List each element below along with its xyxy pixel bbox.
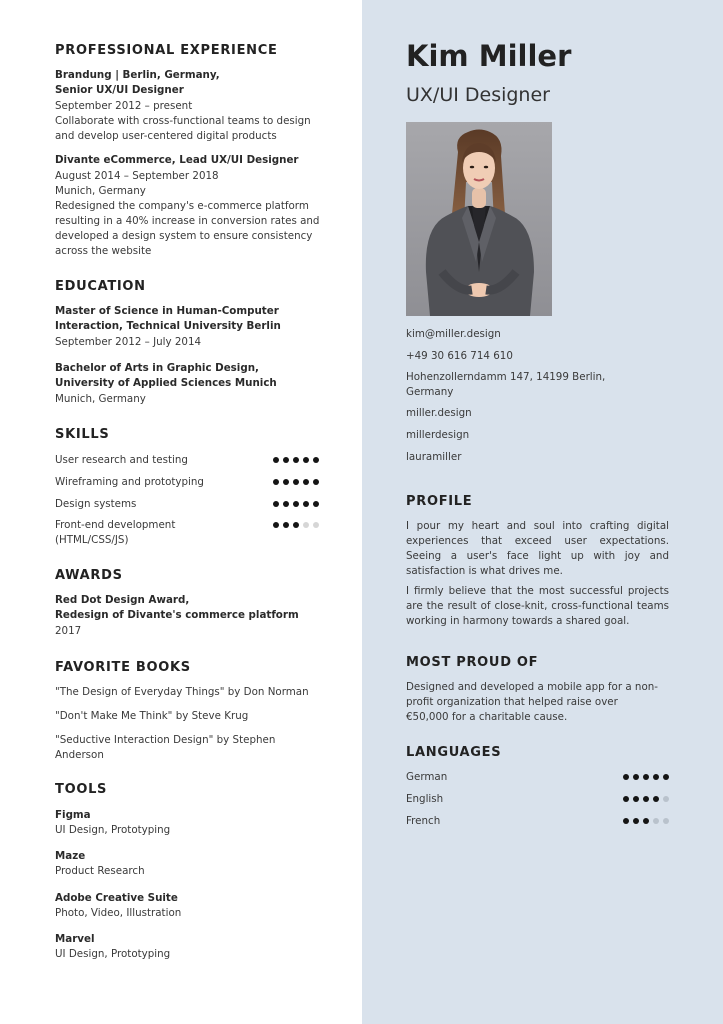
education-title: Bachelor of Arts in Graphic Design, University of Applied Sciences Munich: [55, 362, 277, 389]
education-heading: EDUCATION: [55, 279, 146, 294]
portrait-illustration: [406, 122, 552, 316]
rating-dot-filled: [653, 796, 659, 802]
rating-dot-filled: [633, 796, 639, 802]
rating-dot-filled: [633, 774, 639, 780]
rating-dot-filled: [313, 479, 319, 485]
tool-description: UI Design, Prototyping: [55, 948, 171, 960]
profile-paragraph: I firmly believe that the most successful projects are the result of close-knit, cross-functional teams working in harmony towards a shared goal.: [406, 585, 669, 627]
experience-role: Senior UX/UI Designer: [55, 84, 184, 96]
tool-description: UI Design, Prototyping: [55, 824, 171, 836]
rating-dot-empty: [663, 796, 669, 802]
contact-website[interactable]: miller.design: [406, 407, 472, 419]
tools-heading: TOOLS: [55, 782, 108, 797]
education-item: [55, 361, 290, 407]
language-rating: [623, 818, 669, 824]
language-rating: [623, 774, 669, 780]
tool-description: Product Research: [55, 865, 145, 877]
experience-item: [55, 68, 330, 144]
language-label: French: [406, 815, 441, 827]
award-title: Red Dot Design Award,: [55, 594, 190, 606]
education-location: Munich, Germany: [55, 393, 146, 405]
rating-dot-filled: [293, 522, 299, 528]
language-row: [406, 770, 669, 785]
rating-dot-empty: [653, 818, 659, 824]
language-label: German: [406, 771, 448, 783]
experience-heading: PROFESSIONAL EXPERIENCE: [55, 43, 278, 58]
skill-label: Design systems: [55, 498, 137, 510]
skill-row: [55, 518, 319, 548]
tool-item: [55, 891, 181, 921]
rating-dot-filled: [623, 796, 629, 802]
experience-description: Redesigned the company's e-commerce platform resulting in a 40% increase in conversion rates and developed a design system to ensure consistency across the website: [55, 200, 320, 257]
skills-heading: SKILLS: [55, 427, 110, 442]
award-item: [55, 593, 335, 639]
language-row: [406, 792, 669, 807]
rating-dot-empty: [303, 522, 309, 528]
education-dates: September 2012 – July 2014: [55, 336, 202, 348]
tool-description: Photo, Video, Illustration: [55, 907, 182, 919]
education-title: Master of Science in Human-Computer Interaction, Technical University Berlin: [55, 305, 281, 332]
rating-dot-filled: [623, 774, 629, 780]
experience-dates: August 2014 – September 2018: [55, 170, 219, 182]
right-column: [362, 0, 723, 1024]
tool-name: Figma: [55, 809, 91, 821]
profile-photo: [406, 122, 552, 316]
rating-dot-filled: [313, 501, 319, 507]
rating-dot-filled: [293, 457, 299, 463]
tool-name: Maze: [55, 850, 86, 862]
contact-social-handle[interactable]: millerdesign: [406, 429, 470, 441]
rating-dot-filled: [273, 522, 279, 528]
book-item: "The Design of Everyday Things" by Don Norman: [55, 686, 309, 698]
rating-dot-filled: [643, 774, 649, 780]
rating-dot-filled: [303, 501, 309, 507]
skill-row: [55, 475, 319, 490]
tool-item: [55, 808, 170, 838]
person-title: UX/UI Designer: [406, 84, 550, 106]
education-item: [55, 304, 290, 350]
contact-social-handle[interactable]: lauramiller: [406, 451, 462, 463]
rating-dot-filled: [643, 796, 649, 802]
proud-heading: MOST PROUD OF: [406, 655, 539, 670]
rating-dot-empty: [663, 818, 669, 824]
tool-name: Adobe Creative Suite: [55, 892, 178, 904]
experience-company: Brandung | Berlin, Germany,: [55, 69, 220, 81]
rating-dot-filled: [653, 774, 659, 780]
contact-email[interactable]: kim@miller.design: [406, 328, 501, 340]
rating-dot-filled: [283, 522, 289, 528]
profile-heading: PROFILE: [406, 494, 473, 509]
experience-company: Divante eCommerce, Lead UX/UI Designer: [55, 154, 299, 166]
contact-phone: +49 30 616 714 610: [406, 350, 513, 362]
skill-row: [55, 453, 319, 468]
skill-rating: [273, 501, 319, 507]
rating-dot-filled: [663, 774, 669, 780]
skill-rating: [273, 522, 319, 528]
experience-item: [55, 153, 330, 259]
tool-name: Marvel: [55, 933, 95, 945]
rating-dot-filled: [303, 479, 309, 485]
rating-dot-filled: [283, 501, 289, 507]
tool-item: [55, 849, 145, 879]
language-label: English: [406, 793, 444, 805]
skill-row: [55, 497, 319, 512]
rating-dot-filled: [303, 457, 309, 463]
languages-heading: LANGUAGES: [406, 745, 502, 760]
tool-item: [55, 932, 170, 962]
profile-paragraph: I pour my heart and soul into crafting digital experiences that exceed user expectations. Seeing a user's face light up with joy and satisfaction is what drives me.: [406, 520, 669, 577]
book-item: "Seductive Interaction Design" by Stephen Anderson: [55, 734, 276, 761]
rating-dot-filled: [643, 818, 649, 824]
skill-label: Front-end development (HTML/CSS/JS): [55, 519, 176, 546]
rating-dot-filled: [293, 479, 299, 485]
rating-dot-empty: [313, 522, 319, 528]
person-name: Kim Miller: [406, 39, 572, 73]
language-row: [406, 814, 669, 829]
skill-label: User research and testing: [55, 454, 188, 466]
books-heading: FAVORITE BOOKS: [55, 660, 191, 675]
award-project: Redesign of Divante's commerce platform: [55, 609, 299, 621]
rating-dot-filled: [283, 457, 289, 463]
skill-label: Wireframing and prototyping: [55, 476, 204, 488]
rating-dot-filled: [273, 479, 279, 485]
skill-rating: [273, 457, 319, 463]
rating-dot-filled: [623, 818, 629, 824]
skill-rating: [273, 479, 319, 485]
proud-text: Designed and developed a mobile app for a non-profit organization that helped raise over €50,000 for a charitable cause.: [406, 681, 658, 723]
language-rating: [623, 796, 669, 802]
award-year: 2017: [55, 625, 82, 637]
rating-dot-filled: [283, 479, 289, 485]
experience-dates: September 2012 – present: [55, 100, 193, 112]
awards-heading: AWARDS: [55, 568, 123, 583]
rating-dot-filled: [293, 501, 299, 507]
experience-description: Collaborate with cross-functional teams to design and develop user-centered digital products: [55, 115, 311, 142]
contact-address: Hohenzollerndamm 147, 14199 Berlin, Germany: [406, 371, 606, 398]
rating-dot-filled: [633, 818, 639, 824]
experience-location: Munich, Germany: [55, 185, 146, 197]
rating-dot-filled: [273, 501, 279, 507]
rating-dot-filled: [273, 457, 279, 463]
book-item: "Don't Make Me Think" by Steve Krug: [55, 710, 249, 722]
rating-dot-filled: [313, 457, 319, 463]
